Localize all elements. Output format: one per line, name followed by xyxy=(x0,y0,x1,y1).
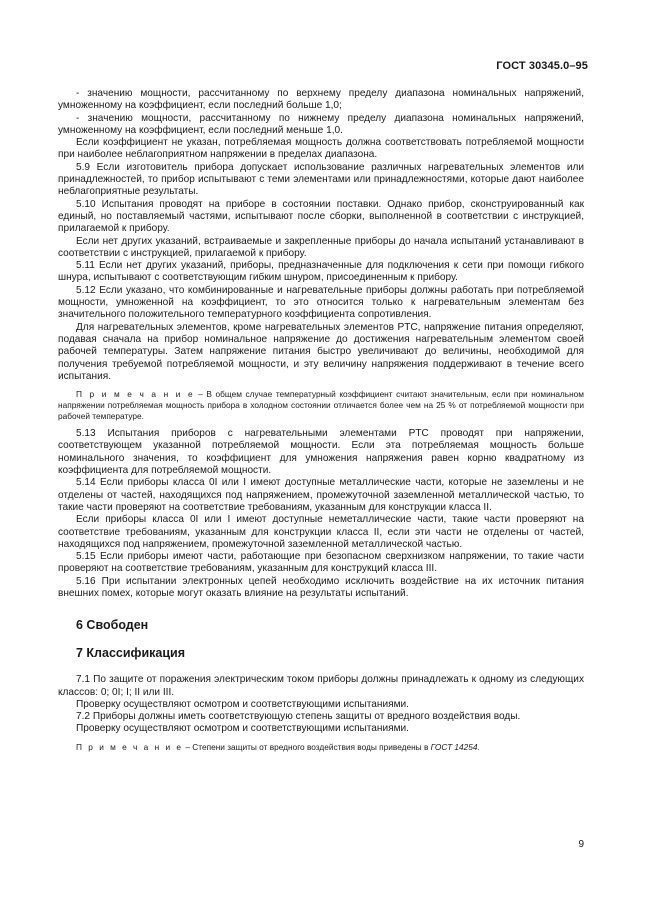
paragraph: - значению мощности, рассчитанному по верхнему пределу диапазона номинальных напряжений, умноженному на коэффициент, если последний больше 1,0; xyxy=(58,88,584,112)
section-7-heading: 7 Классификация xyxy=(76,646,186,661)
paragraph-5-11: 5.11 Если нет других указаний, приборы, предназначенные для подключения к сети при помощи гибкого шнура, испытывают с соответствующим гибким шнуром, присоединенным к прибору. xyxy=(58,260,584,284)
paragraph: Проверку осуществляют осмотром и соответствующими испытаниями. xyxy=(76,723,409,735)
note-temperature-coefficient xyxy=(58,389,584,422)
note-text: – Степени защиты от вредного воздействия воды приведены в xyxy=(183,741,431,752)
paragraph: Проверку осуществляют осмотром и соответствующими испытаниями. xyxy=(76,698,409,710)
paragraph-7-1: 7.1 По защите от поражения электрическим током приборы должны принадлежать к одному из следующих классов: 0; 0I; I; II или III. xyxy=(58,674,584,698)
paragraph-5-13: 5.13 Испытания приборов с нагревательными элементами PTC проводят при напряжении, соответствующем указанной потребляемой мощности. Если эта потребляемая мощность больше номинального значения, то коэффициент для умножения напряжения равен корню квадратному из коэффициента для потребляемой мощности. xyxy=(58,428,584,477)
paragraph: Если нет других указаний, встраиваемые и закрепленные приборы до начала испытаний устанавливают в соответствии с инструкцией, прилагаемой к прибору. xyxy=(58,235,584,259)
standard-reference: ГОСТ 14254. xyxy=(430,741,480,752)
paragraph: Для нагревательных элементов, кроме нагревательных элементов PTC, напряжение питания определяют, подавая сначала на прибор номинальное напряжение до достижения нагревательным элементом своей рабочей температуры. Затем напряжение питания быстро увеличивают до величины, необходимой для получения требуемой потребляемой мощности, и эту величину напряжения поддерживают в течение всего испытания. xyxy=(58,321,584,382)
paragraph: Если приборы класса 0I или I имеют доступные неметаллические части, такие части проверяют на соответствие требованиям, указанным для конструкции класса II, если эти части не отделены от частей, находящихся под напряжением, промежуточной заземленной металлической частью. xyxy=(58,514,584,550)
note-text: – В общем случае температурный коэффициент считают значительным, если при номинальном напряжении потребляемая мощность прибора в холодном состоянии отличается более чем на 25 % от потребляемой мощности при рабочей температуре. xyxy=(58,389,585,422)
paragraph-7-2: 7.2 Приборы должны иметь соответствующую степень защиты от вредного воздействия воды. xyxy=(76,711,521,723)
paragraph-5-14: 5.14 Если приборы класса 0I или I имеют доступные металлические части, которые не заземлены и не отделены от частей, находящихся под напряжением, промежуточной заземленной металлической частью, то такие части проверяют на соответствие требованиям, указанным для конструкции класса II. xyxy=(58,477,584,513)
paragraph: - значению мощности, рассчитанному по нижнему пределу диапазона номинальных напряжений, умноженному на коэффициент, если последний меньше 1,0. xyxy=(58,112,584,136)
paragraph-5-15: 5.15 Если приборы имеют части, работающие при безопасном сверхнизком напряжении, то такие части проверяют на соответствие требованиям, указанным для конструкций класса III. xyxy=(58,551,584,575)
paragraph-5-16: 5.16 При испытании электронных цепей необходимо исключить воздействие на их источник питания внешних помех, которые могут оказать влияние на результаты испытаний. xyxy=(58,575,584,599)
note-label: П р и м е ч а н и е xyxy=(76,389,195,400)
standard-header: ГОСТ 30345.0–95 xyxy=(496,60,588,72)
paragraph-5-12: 5.12 Если указано, что комбинированные и нагревательные приборы должны работать при потребляемой мощности, умноженной на коэффициент, то это относится только к нагревательным элементам без значительного положительного температурного коэффициента сопротивления. xyxy=(58,284,584,321)
page-body xyxy=(58,88,584,753)
paragraph: Если коэффициент не указан, потребляемая мощность должна соответствовать потребляемой мощности при наиболее неблагоприятном напряжении в пределах диапазона. xyxy=(58,137,584,161)
paragraph-5-9: 5.9 Если изготовитель прибора допускает использование различных нагревательных элементов или принадлежностей, то прибор испытывают с теми элементами или принадлежностями, которые дают наиболее неблагоприятные результаты. xyxy=(58,161,584,198)
note-water-protection xyxy=(58,742,584,753)
page-number: 9 xyxy=(578,839,584,850)
note-label: П р и м е ч а н и е xyxy=(76,741,184,752)
section-6-heading: 6 Свободен xyxy=(76,618,149,633)
paragraph-5-10: 5.10 Испытания проводят на приборе в состоянии поставки. Однако прибор, сконструированный как единый, но поставляемый частями, испытывают после сборки, выполненной в соответствии с инструкцией, прилагаемой к прибору. xyxy=(58,198,584,235)
